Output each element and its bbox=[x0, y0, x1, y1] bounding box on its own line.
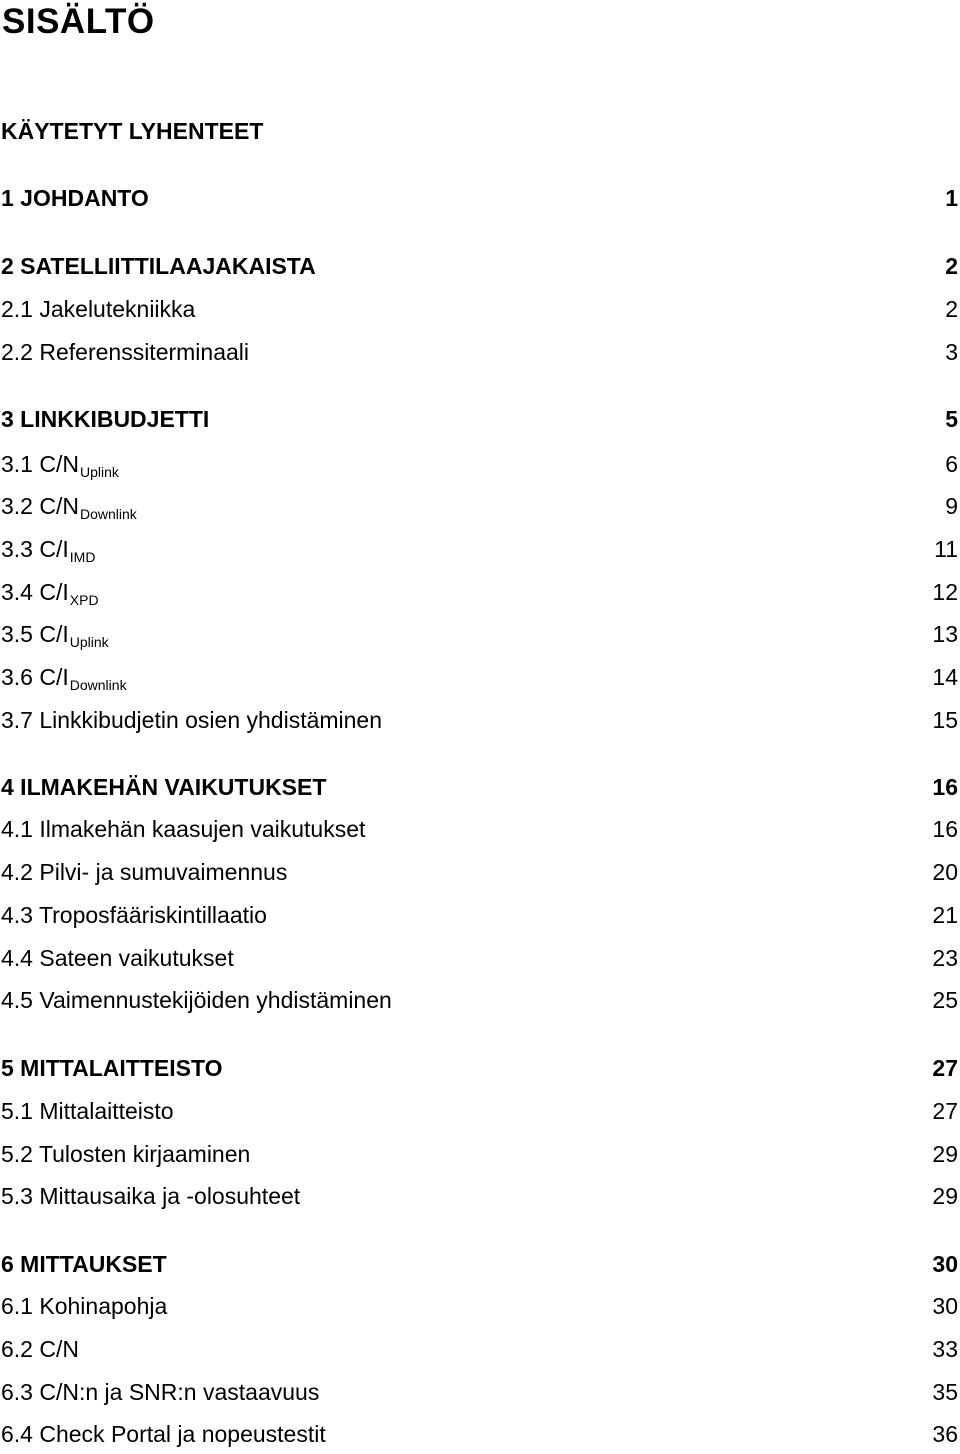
toc-entry[interactable] bbox=[0, 700, 960, 740]
toc-entry-title bbox=[1, 1286, 167, 1326]
toc-page-number: 30 bbox=[932, 1293, 958, 1319]
toc-entry[interactable] bbox=[0, 444, 960, 484]
toc-page-number: 2 bbox=[945, 296, 958, 322]
toc-page-number: 14 bbox=[932, 664, 958, 690]
toc-entry[interactable] bbox=[0, 246, 960, 286]
toc-page-number: 16 bbox=[932, 816, 958, 842]
toc-entry-label: 5 MITTALAITTEISTO bbox=[1, 1055, 223, 1081]
toc-entry-label: 5.1 Mittalaitteisto bbox=[1, 1098, 174, 1124]
toc-page-number: 21 bbox=[932, 902, 958, 928]
toc-entry-title bbox=[1, 1048, 222, 1088]
toc-entry-label: 3.3 C/I bbox=[1, 536, 69, 562]
toc-page-number: 12 bbox=[932, 579, 958, 605]
toc-page-number: 36 bbox=[932, 1421, 958, 1447]
toc-page-number: 16 bbox=[932, 774, 958, 800]
toc-entry-subscript: Uplink bbox=[79, 464, 119, 480]
toc-entry-title bbox=[1, 178, 149, 218]
toc-entry[interactable] bbox=[0, 1286, 960, 1326]
toc-entry-label: 6.3 C/N:n ja SNR:n vastaavuus bbox=[1, 1379, 320, 1405]
toc-page-number: 11 bbox=[934, 536, 958, 562]
toc-page-number: 30 bbox=[932, 1251, 958, 1277]
toc-page-number: 9 bbox=[945, 493, 958, 519]
toc-entry[interactable] bbox=[0, 980, 960, 1020]
toc-page-number: 35 bbox=[932, 1379, 958, 1405]
toc-entry-label: 4.1 Ilmakehän kaasujen vaikutukset bbox=[1, 816, 366, 842]
toc-page-number: 3 bbox=[945, 339, 958, 365]
toc-entry[interactable] bbox=[0, 529, 960, 569]
toc-entry[interactable] bbox=[0, 572, 960, 612]
toc-entry-title bbox=[1, 1134, 250, 1174]
toc-entry-label: 3.6 C/I bbox=[1, 664, 69, 690]
toc-entry-title bbox=[1, 246, 316, 286]
toc-entry[interactable] bbox=[0, 895, 960, 935]
toc-entry-title bbox=[1, 529, 95, 572]
toc-entry-title bbox=[1, 852, 287, 892]
toc-entry-title bbox=[1, 1244, 167, 1284]
toc-page-number: 20 bbox=[932, 859, 958, 885]
toc-entry-title bbox=[1, 572, 99, 615]
toc-entry[interactable] bbox=[0, 1048, 960, 1088]
toc-entry-label: 4 ILMAKEHÄN VAIKUTUKSET bbox=[1, 774, 327, 800]
toc-entry-label: 5.3 Mittausaika ja -olosuhteet bbox=[1, 1183, 301, 1209]
toc-entry[interactable] bbox=[0, 178, 960, 218]
toc-entry-label: 3.4 C/I bbox=[1, 579, 69, 605]
toc-page-number: 15 bbox=[932, 707, 958, 733]
page-title: SISÄLTÖ bbox=[2, 2, 155, 41]
toc-entry-title bbox=[1, 895, 267, 935]
toc-entry-label: 6 MITTAUKSET bbox=[1, 1251, 167, 1277]
toc-entry-label: 3.2 C/N bbox=[1, 493, 79, 519]
toc-entry-title bbox=[1, 1372, 319, 1412]
toc-entry-title bbox=[1, 1329, 79, 1369]
toc-entry[interactable] bbox=[0, 1176, 960, 1216]
toc-entry-title bbox=[1, 1176, 300, 1216]
toc-page-number: 6 bbox=[945, 451, 958, 477]
toc-entry[interactable] bbox=[0, 1414, 960, 1454]
toc-entry-label: 4.2 Pilvi- ja sumuvaimennus bbox=[1, 859, 288, 885]
toc-entry-label: 4.3 Troposfääriskintillaatio bbox=[1, 902, 267, 928]
toc-entry-label: KÄYTETYT LYHENTEET bbox=[1, 118, 264, 144]
toc-entry-label: 2 SATELLIITTILAAJAKAISTA bbox=[1, 253, 316, 279]
toc-entry[interactable] bbox=[0, 1329, 960, 1369]
toc-entry[interactable] bbox=[0, 399, 960, 439]
toc-entry-label: 1 JOHDANTO bbox=[1, 185, 149, 211]
toc-entry-title bbox=[1, 399, 209, 439]
toc-page-number: 29 bbox=[932, 1183, 958, 1209]
toc-entry-label: 5.2 Tulosten kirjaaminen bbox=[1, 1141, 251, 1167]
toc-entry[interactable] bbox=[0, 1244, 960, 1284]
toc-entry-subscript: IMD bbox=[69, 549, 96, 565]
toc-entry[interactable] bbox=[0, 1372, 960, 1412]
toc-entry-label: 3.5 C/I bbox=[1, 621, 69, 647]
toc-entry-label: 2.1 Jakelutekniikka bbox=[1, 296, 196, 322]
toc-entry[interactable] bbox=[0, 852, 960, 892]
toc-entry[interactable] bbox=[0, 657, 960, 697]
toc-entry-title bbox=[1, 444, 119, 487]
toc-page-number: 1 bbox=[945, 185, 958, 211]
toc-entry[interactable] bbox=[0, 1134, 960, 1174]
toc-entry-title bbox=[1, 111, 263, 151]
toc-entry[interactable] bbox=[0, 614, 960, 654]
toc-entry-title bbox=[1, 767, 326, 807]
toc-entry-subscript: Downlink bbox=[69, 677, 127, 693]
toc-entry-label: 4.5 Vaimennustekijöiden yhdistäminen bbox=[1, 987, 392, 1013]
toc-entry-label: 3 LINKKIBUDJETTI bbox=[1, 406, 210, 432]
toc-entry-title bbox=[1, 486, 137, 529]
toc-page-number: 25 bbox=[932, 987, 958, 1013]
toc-entry-label: 3.1 C/N bbox=[1, 451, 79, 477]
toc-entry-label: 2.2 Referenssiterminaali bbox=[1, 339, 250, 365]
toc-entry-label: 6.4 Check Portal ja nopeustestit bbox=[1, 1421, 326, 1447]
toc-entry-title bbox=[1, 289, 195, 329]
toc-page-number: 23 bbox=[932, 945, 958, 971]
toc-entry-label: 6.1 Kohinapohja bbox=[1, 1293, 168, 1319]
toc-page-number: 33 bbox=[932, 1336, 958, 1362]
toc-entry-title bbox=[1, 938, 234, 978]
toc-page-number: 27 bbox=[932, 1098, 958, 1124]
toc-entry-title bbox=[1, 980, 392, 1020]
toc-entry[interactable] bbox=[0, 111, 960, 151]
toc-entry[interactable] bbox=[0, 1091, 960, 1131]
toc-entry-title bbox=[1, 657, 127, 700]
toc-page-number: 27 bbox=[932, 1055, 958, 1081]
toc-entry[interactable] bbox=[0, 938, 960, 978]
toc-entry-subscript: Uplink bbox=[69, 634, 109, 650]
toc-entry[interactable] bbox=[0, 809, 960, 849]
toc-entry-title bbox=[1, 1414, 326, 1454]
toc-entry[interactable] bbox=[0, 767, 960, 807]
toc-page-number: 29 bbox=[932, 1141, 958, 1167]
toc-entry-label: 6.2 C/N bbox=[1, 1336, 79, 1362]
toc-entry-subscript: Downlink bbox=[79, 506, 137, 522]
toc-entry-title bbox=[1, 1091, 174, 1131]
toc-page-number: 2 bbox=[945, 253, 958, 279]
toc-entry[interactable] bbox=[0, 289, 960, 329]
toc-entry-title bbox=[1, 809, 365, 849]
toc-page-number: 5 bbox=[945, 406, 958, 432]
toc-page-number: 13 bbox=[932, 621, 958, 647]
toc-entry-title bbox=[1, 332, 249, 372]
toc-entry[interactable] bbox=[0, 486, 960, 526]
toc-entry-title bbox=[1, 700, 382, 740]
toc-entry-label: 3.7 Linkkibudjetin osien yhdistäminen bbox=[1, 707, 383, 733]
toc-entry[interactable] bbox=[0, 332, 960, 372]
toc-entry-label: 4.4 Sateen vaikutukset bbox=[1, 945, 234, 971]
toc-entry-subscript: XPD bbox=[69, 592, 99, 608]
toc-entry-title bbox=[1, 614, 109, 657]
